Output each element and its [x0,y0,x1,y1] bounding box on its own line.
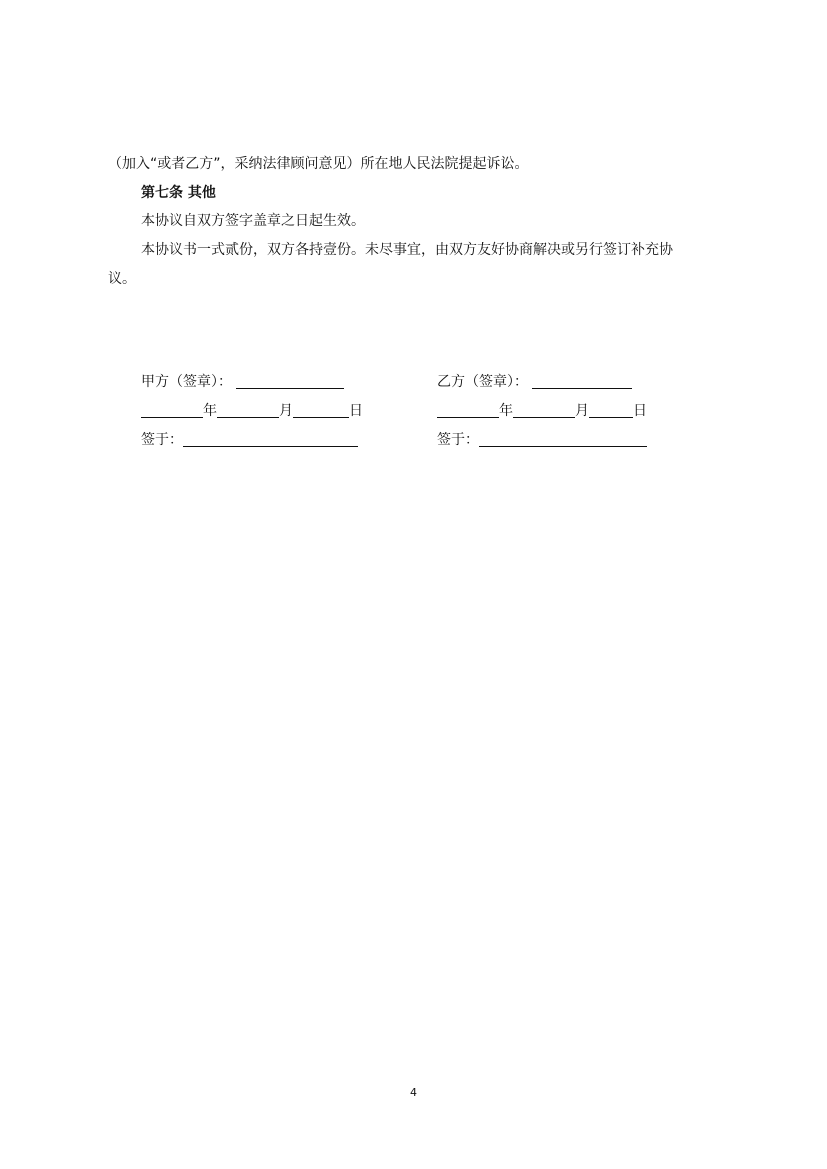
party-a-signed-at-row [141,430,358,450]
party-b-signed-at-label: 签于： [437,432,479,448]
party-b-signature-row [437,372,632,392]
party-b-year-label: 年 [499,403,513,419]
party-a-signed-at-blank[interactable] [183,431,358,447]
party-a-date-row [141,401,363,421]
party-b-month-label: 月 [575,403,589,419]
continuation-paragraph: （加入“或者乙方”，采纳法律顾问意见）所在地人民法院提起诉讼。 [108,156,529,172]
party-a-signature-blank[interactable] [236,373,344,389]
article-7-heading: 第七条 其他 [141,185,216,201]
page-number: 4 [410,1086,417,1099]
party-a-label: 甲方（签章）： [141,374,232,390]
party-a-month-blank[interactable] [217,402,279,418]
party-a-signature-row [141,372,344,392]
party-a-year-blank[interactable] [141,402,203,418]
copies-clause-line-2: 议。 [108,271,136,287]
party-b-label: 乙方（签章）： [437,374,528,390]
copies-clause-line-1: 本协议书一式贰份，双方各持壹份。未尽事宜，由双方友好协商解决或另行签订补充协 [141,242,673,258]
party-a-signed-at-label: 签于： [141,432,183,448]
party-a-year-label: 年 [203,403,217,419]
party-b-date-row [437,401,647,421]
party-b-day-blank[interactable] [589,402,633,418]
party-b-signature-blank[interactable] [532,373,632,389]
party-b-month-blank[interactable] [513,402,575,418]
party-b-day-label: 日 [633,403,647,419]
party-a-day-label: 日 [349,403,363,419]
party-a-month-label: 月 [279,403,293,419]
party-b-year-blank[interactable] [437,402,499,418]
effective-clause: 本协议自双方签字盖章之日起生效。 [141,213,365,229]
party-b-signed-at-blank[interactable] [479,431,647,447]
party-a-day-blank[interactable] [293,402,349,418]
party-b-signed-at-row [437,430,647,450]
